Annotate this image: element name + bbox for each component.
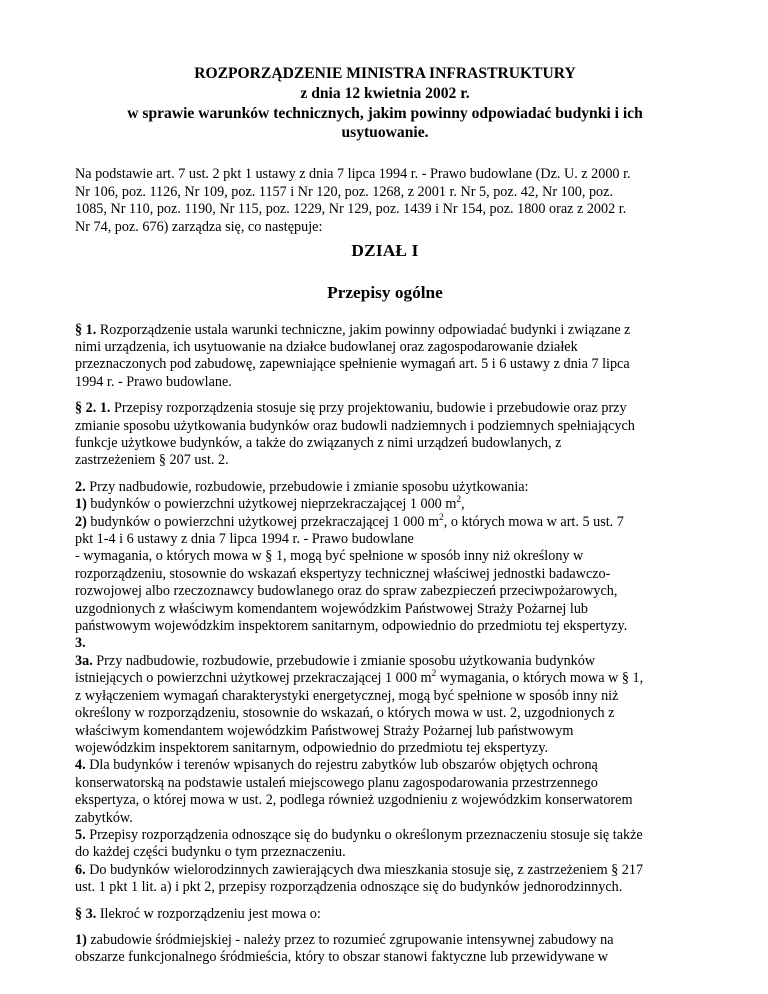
point-text: budynków o powierzchni użytkowej nieprzekraczającej 1 000 m [86,496,457,513]
paragraph-number: § 3. [75,905,97,922]
paragraph-text: Ilekroć w rozporządzeniu jest mowa o: [96,905,321,922]
paragraph-line: uzgodnionych z właściwym komendantem wojewódzkim Państwowej Straży Pożarnej lub [75,600,589,617]
paragraph-2-subsections [75,479,695,897]
document-title [75,64,695,143]
subsection-3a [75,653,695,670]
title-line: ROZPORZĄDZENIE MINISTRA INFRASTRUKTURY [194,65,576,82]
subsection-6 [75,862,695,879]
point-2 [75,514,695,531]
paragraph-line: określony w rozporządzeniu, stosownie do wskazań, o których mowa w ust. 2, uzgodnionych z [75,705,615,722]
paragraph-line: rozporządzeniu, stosownie do wskazań ekspertyzy technicznej właściwej jednostki badawczo- [75,565,611,582]
subsection-text: istniejących o powierzchni użytkowej przekraczającej 1 000 m [75,670,432,687]
subsection-number: 6. [75,861,86,878]
definition-point-1 [75,932,695,967]
superscript: 2 [439,512,444,523]
paragraph-line: funkcje użytkowe budynków, a także do związanych z nimi urządzeń budowlanych, z [75,435,562,451]
title-line: z dnia 12 kwietnia 2002 r. [300,84,470,102]
paragraph-line: zabytków. [75,809,133,826]
paragraph-line: ekspertyza, o której mowa w ust. 2, podlega również uzgodnieniu z wojewódzkim konserwatorem [75,792,633,809]
paragraph-line: zmianie sposobu użytkowania budynków oraz budowli nadziemnych i podziemnych spełniających [75,417,635,434]
paragraph-line: przeznaczonych pod zabudowę, zapewniające spełnienie wymagań art. 5 i 6 ustawy z dnia 7 lipca [75,356,630,373]
paragraph-line: z wyłączeniem wymagań charakterystyki energetycznej, mogą być spełnione w sposób inny niż [75,687,619,704]
intro-line: 1085, Nr 110, poz. 1190, Nr 115, poz. 1229, Nr 129, poz. 1439 i Nr 154, poz. 1800 oraz z 2002 r. [75,201,627,218]
superscript: 2 [431,669,437,680]
paragraph-line: do każdej części budynku o tym przeznaczeniu. [75,844,346,861]
paragraph-line [75,670,695,687]
intro-line: Nr 106, poz. 1126, Nr 109, poz. 1157 i Nr 120, poz. 1268, z 2001 r. Nr 5, poz. 42, Nr 100, poz. [75,183,613,200]
paragraph-line: 1994 r. - Prawo budowlane. [75,373,232,390]
paragraph-line: ust. 1 pkt 1 lit. a) i pkt 2, przepisy rozporządzenia odnoszące się do budynków jednorodzinnych. [75,879,623,896]
paragraph-line: pkt 1-4 i 6 ustawy z dnia 7 lipca 1994 r. - Prawo budowlane [75,531,414,548]
subsection-number: 3. [75,635,86,652]
subsection-number: 2. [75,478,86,495]
document-page [75,0,695,967]
paragraph-2 [75,400,695,470]
superscript: 2 [456,495,462,506]
paragraph-1 [75,322,695,392]
subsection-5 [75,827,695,844]
chapter-heading: DZIAŁ I [351,240,419,260]
title-line: w sprawie warunków technicznych, jakim powinny odpowiadać budynki i ich [127,104,643,122]
paragraph-number: § 2. 1. [75,400,111,417]
paragraph-number: § 1. [75,321,97,338]
paragraph-line: zastrzeżeniem § 207 ust. 2. [75,452,229,469]
paragraph-line [75,322,695,339]
intro-line: Na podstawie art. 7 ust. 2 pkt 1 ustawy z dnia 7 lipca 1994 r. - Prawo budowlane (Dz. U. z 2000 r. [75,166,631,183]
intro-line: Nr 74, poz. 676) zarządza się, co następuje: [75,218,323,235]
subsection-text: Przepisy rozporządzenia odnoszące się do budynku o określonym przeznaczeniu stosuje się także [85,826,643,843]
point-text: budynków o powierzchni użytkowej przekraczającej 1 000 m [86,513,440,530]
point-1 [75,496,695,513]
paragraph-text: Rozporządzenie ustala warunki techniczne, jakim powinny odpowiadać budynki i związane z [96,321,631,338]
paragraph-line: - wymagania, o których mowa w § 1, mogą być spełnione w sposób inny niż określony w [75,548,584,565]
subsection-text: Przy nadbudowie, rozbudowie, przebudowie i zmianie sposobu użytkowania: [85,478,529,495]
subsection-text: Dla budynków i terenów wpisanych do rejestru zabytków lub obszarów objętych ochroną [85,757,598,774]
point-number: 1) [75,496,87,513]
subsection-text: Do budynków wielorodzinnych zawierających dwa mieszkania stosuje się, z zastrzeżeniem § 217 [85,861,644,878]
paragraph-text: Przepisy rozporządzenia stosuje się przy projektowaniu, budowie i przebudowie oraz przy [110,400,627,417]
paragraph-line: właściwym komendantem wojewódzkim Państwowej Straży Pożarnej lub państwowym [75,722,574,739]
paragraph-line: państwowym wojewódzkim inspektorem sanitarnym, odpowiednio do przedmiotu tej ekspertyzy. [75,618,628,635]
paragraph-line: nimi urządzenia, ich usytuowanie na działce budowlanej oraz zagospodarowanie działek [75,338,578,355]
paragraph-3 [75,906,695,923]
subsection-number: 5. [75,826,86,843]
subsection-3 [75,635,695,652]
subsection-4 [75,757,695,774]
point-text: zabudowie śródmiejskiej - należy przez to rozumieć zgrupowanie intensywnej zabudowy na [86,931,614,948]
subsection-number: 3a. [75,652,93,669]
paragraph-line [75,400,695,417]
title-line: usytuowanie. [341,124,429,142]
point-number: 2) [75,513,87,530]
point-text: , o których mowa w art. 5 ust. 7 [443,513,624,530]
section-heading: Przepisy ogólne [327,282,443,302]
subsection-text: Przy nadbudowie, rozbudowie, przebudowie i zmianie sposobu użytkowania budynków [92,652,596,669]
subsection-number: 4. [75,757,86,774]
subsection-text: wymagania, o których mowa w § 1, [436,670,644,687]
paragraph-line: konserwatorską na podstawie ustaleń miejscowego planu zagospodarowania przestrzennego [75,774,598,791]
paragraph-line: wojewódzkim inspektorem sanitarnym, odpowiednio do przedmiotu tej ekspertyzy. [75,739,549,756]
point-number: 1) [75,931,87,948]
legal-basis-paragraph [75,166,695,236]
point-text: , [461,496,465,513]
paragraph-line: rozwojowej albo rzeczoznawcy budowlanego oraz do spraw zabezpieczeń przeciwpożarowych, [75,583,618,600]
paragraph-line [75,932,695,949]
paragraph-line [75,906,695,923]
paragraph-line: obszarze funkcjonalnego śródmieścia, który to obszar stanowi faktyczne lub przewidywane w [75,949,609,966]
subsection-2 [75,479,695,496]
